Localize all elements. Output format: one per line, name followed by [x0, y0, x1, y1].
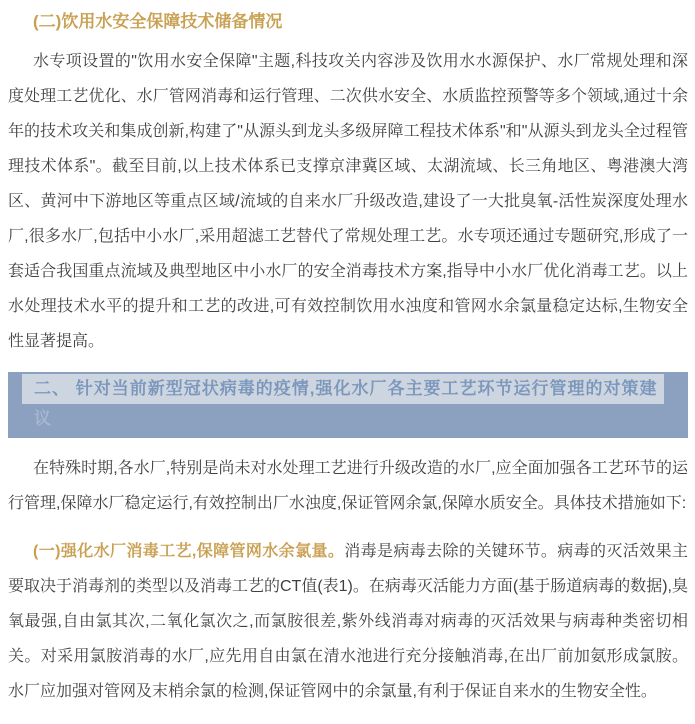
section-heading-tech-reserve: (二)饮用水安全保障技术储备情况 [33, 12, 283, 31]
paragraph-tech-reserve: 水专项设置的"饮用水安全保障"主题,科技攻关内容涉及饮用水水源保护、水厂常规处理和深度处理工艺优化、水厂管网消毒和运行管理、二次供水安全、水质监控预警等多个领域,通过十余年的技术攻关和集成创新,构建了"从源头到龙头多级屏障工程技术体系"和"从源头到龙头全过程管理技术体系"。截至目前,以上技术体系已支撑京津冀区域、太湖流域、长三角地区、粤港澳大湾区、黄河中下游地区等重点区域/流域的自来水厂升级改造,建设了一大批臭氧-活性炭深度处理水厂,很多水厂,包括中小水厂,采用超滤工艺替代了常规处理工艺。水专项还通过专题研究,形成了一套适合我国重点流域及典型地区中小水厂的安全消毒技术方案,指导中小水厂优化消毒工艺。以上水处理技术水平的提升和工艺的改进,可有效控制饮用水浊度和管网水余氯量稳定达标,生物安全性显著提高。 [8, 53, 688, 350]
section-banner [8, 372, 688, 438]
banner-heading-line2: 议 [34, 409, 52, 428]
banner-heading-line1: 二、 针对当前新型冠状病毒的疫情,强化水厂各主要工艺环节运行管理的对策建 [22, 374, 664, 404]
measure-1-title: (一)强化水厂消毒工艺,保障管网水余氯量。 [33, 543, 345, 560]
paragraph-measure-1 [8, 534, 688, 709]
measure-1-body: 消毒是病毒去除的关键环节。病毒的灭活效果主要取决于消毒剂的类型以及消毒工艺的CT值(表1)。在病毒灭活能力方面(基于肠道病毒的数据),臭氧最强,自由氯其次,二氧化氯次之,而氯胺很差,紫外线消毒对病毒的灭活效果与病毒种类密切相关。对采用氯胺消毒的水厂,应先用自由氯在清水池进行充分接触消毒,在出厂前加氨形成氯胺。水厂应加强对管网及末梢余氯的检测,保证管网中的余氯量,有利于保证自来水的生物安全性。 [8, 543, 688, 700]
paragraph-measures-intro: 在特殊时期,各水厂,特别是尚未对水处理工艺进行升级改造的水厂,应全面加强各工艺环节的运行管理,保障水厂稳定运行,有效控制出厂水浊度,保证管网余氯,保障水质安全。具体技术措施如下: [8, 460, 688, 512]
